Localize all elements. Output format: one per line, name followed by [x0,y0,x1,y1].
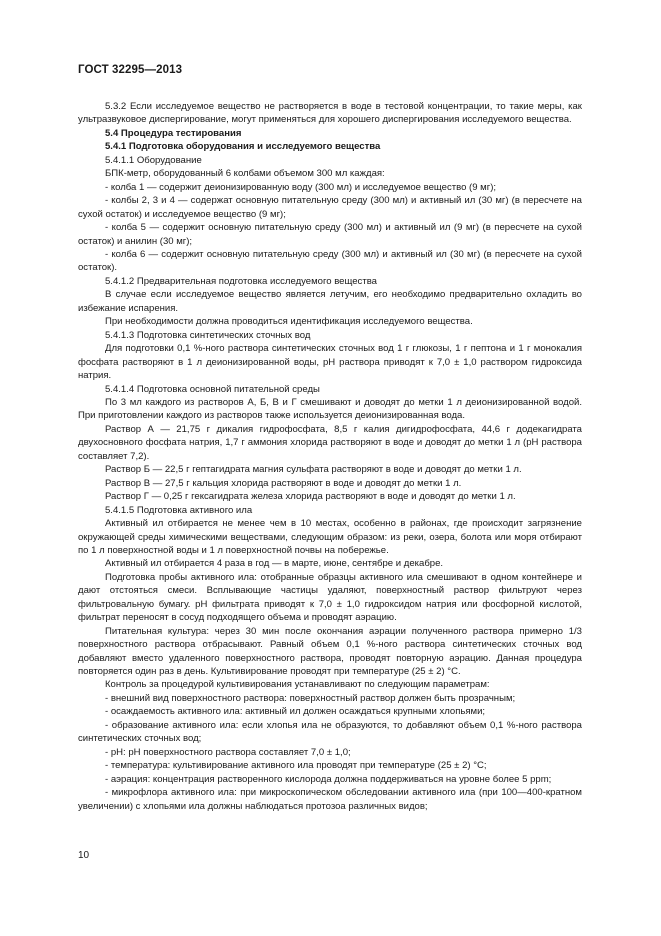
paragraph: - микрофлора активного ила: при микроскопическом обследовании активного ила (при 100—400-кратном увеличении) с хлопьями ила должны наблюдаться протозоа различных видов; [78,787,582,812]
paragraph: - pH: pH поверхностного раствора составляет 7,0 ± 1,0; [105,746,351,758]
section-heading: 5.4.1 Подготовка оборудования и исследуемого вещества [105,141,381,153]
paragraph: 5.3.2 Если исследуемое вещество не растворяется в воде в тестовой концентрации, то такие меры, как ультразвуковое диспергирование, могут применяться для хорошего диспергирования исследуемого вещества. [78,101,582,126]
paragraph: 5.4.1.2 Предварительная подготовка исследуемого вещества [105,275,377,287]
paragraph: 5.4.1.3 Подготовка синтетических сточных вод [105,329,311,341]
paragraph: - аэрация: концентрация растворенного кислорода должна поддерживаться на уровне более 5 ppm; [105,773,552,785]
paragraph: - колба 5 — содержит основную питательную среду (300 мл) и активный ил (9 мг) (в пересчете на сухой остаток) и анилин (30 мг); [78,222,582,247]
paragraph: 5.4.1.4 Подготовка основной питательной среды [105,383,320,395]
section-heading: 5.4 Процедура тестирования [105,127,242,139]
paragraph: Активный ил отбирается не менее чем в 10 местах, особенно в районах, где происходит загрязнение окружающей среды химическими веществами, следующим образом: из реки, озера, болота или моря отбирают по 1 л поверхностной воды и 1 л поверхностной почвы на побережье. [78,518,582,556]
paragraph: - температура: культивирование активного ила проводят при температуре (25 ± 2) °С; [105,760,487,772]
document-body [78,100,582,813]
paragraph: Раствор Б — 22,5 г гептагидрата магния сульфата растворяют в воде и доводят до метки 1 л. [105,464,522,476]
paragraph: Для подготовки 0,1 %-ного раствора синтетических сточных вод 1 г глюкозы, 1 г пептона и 1 г монокалия фосфата растворяют в 1 л деионизированной воды, pH раствора приводят к 7,0 ± 1,0 раствором гидроксида натрия. [78,343,582,382]
page-number: 10 [78,850,90,861]
paragraph: Раствор А — 21,75 г дикалия гидрофосфата, 8,5 г калия дигидрофосфата, 44,6 г додекагидрата двухосновного фосфата натрия, 1,7 г аммония хлорида растворяют в воде и доводят до метки 1 л (pH раствора составляет 7,2). [78,423,582,462]
paragraph: По 3 мл каждого из растворов А, Б, В и Г смешивают и доводят до метки 1 л деионизированной водой. При приготовлении каждого из растворов также используется деионизированная вода. [78,396,582,422]
document-header: ГОСТ 32295—2013 [78,64,183,76]
paragraph: 5.4.1.1 Оборудование [105,154,202,166]
paragraph: 5.4.1.5 Подготовка активного ила [105,504,253,516]
paragraph: Раствор Г — 0,25 г гексагидрата железа хлорида растворяют в воде и доводят до метки 1 л. [105,491,516,503]
paragraph: Питательная культура: через 30 мин после окончания аэрации полученного раствора примерно 1/3 поверхностного раствора отбрасывают. Равный объем 0,1 %-ного раствора синтетических сточных вод добавляют вместо удаленного поверхностного раствора, проводят повторную аэрацию. Данная процедура повторяется один раз в день. Культивирование проводят при температуре (25 ± 2) °С. [78,625,582,678]
paragraph: БПК-метр, оборудованный 6 колбами объемом 300 мл каждая: [105,168,385,180]
paragraph: Подготовка пробы активного ила: отобранные образцы активного ила смешивают в одном контейнере и дают отстояться смеси. Всплывающие частицы удаляют, поверхностный раствор фильтруют через фильтровальную бумагу. pH фильтрата приводят к 7,0 ± 1,0 гидроксидом натрия или фосфорной кислотой, фильтрат переносят в сосуд подходящего объема и проводят аэрацию. [78,571,582,624]
paragraph: Раствор В — 27,5 г кальция хлорида растворяют в воде и доводят до метки 1 л. [105,477,462,489]
paragraph: - образование активного ила: если хлопья ила не образуются, то добавляют объем 0,1 %-ного раствора синтетических сточных вод; [78,719,582,745]
paragraph: - колбы 2, 3 и 4 — содержат основную питательную среду (300 мл) и активный ил (30 мг) (в пересчете на сухой остаток) и исследуемое вещество (9 мг); [78,195,582,220]
paragraph: Контроль за процедурой культивирования устанавливают по следующим параметрам: [105,679,490,691]
paragraph: Активный ил отбирается 4 раза в год — в марте, июне, сентябре и декабре. [105,558,444,570]
paragraph: - внешний вид поверхностного раствора: поверхностный раствор должен быть прозрачным; [105,692,516,704]
paragraph: - колба 6 — содержит основную питательную среду (300 мл) и активный ил (30 мг) (в пересчете на сухой остаток). [78,248,582,274]
paragraph: При необходимости должна проводиться идентификация исследуемого вещества. [105,316,473,328]
paragraph: - осаждаемость активного ила: активный ил должен осаждаться крупными хлопьями; [105,706,486,718]
paragraph: В случае если исследуемое вещество является летучим, его необходимо предварительно охладить во избежание испарения. [78,289,582,314]
paragraph: - колба 1 — содержит деионизированную воду (300 мл) и исследуемое вещество (9 мг); [105,181,497,193]
